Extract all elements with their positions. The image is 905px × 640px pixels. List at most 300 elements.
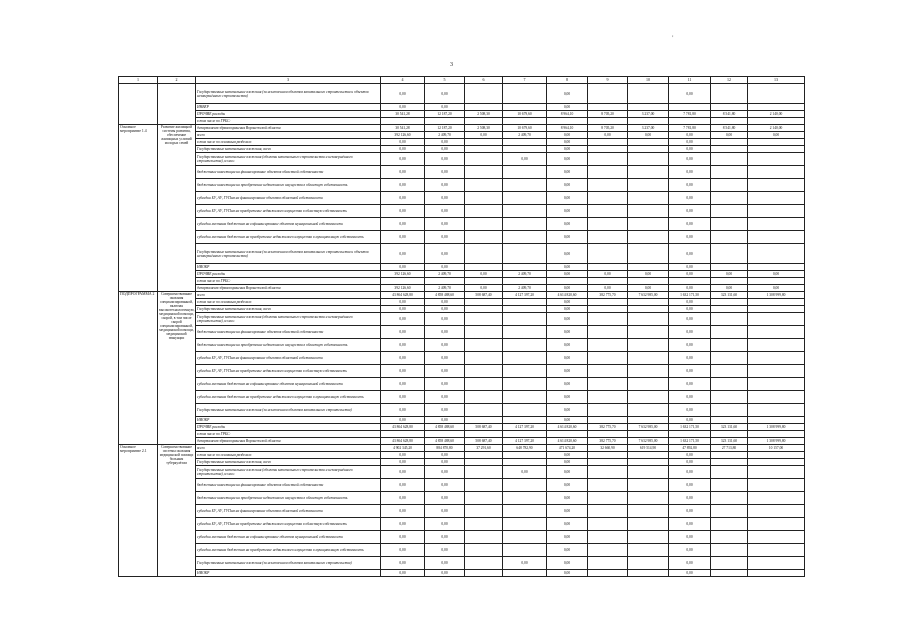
value-cell: 47 892,80 <box>669 445 711 452</box>
value-cell: 7 781,80 <box>669 125 711 132</box>
program-code: Основное мероприятие 1.4 <box>119 125 158 292</box>
value-cell <box>628 352 669 365</box>
value-cell: 382 775,70 <box>588 438 628 445</box>
value-cell <box>503 544 547 557</box>
value-cell <box>588 459 628 466</box>
value-cell: 0,00 <box>547 231 588 244</box>
row-label: Государственные капитальные вложения (за исключением объектов капитального строительства) <box>196 404 381 417</box>
row-label: субсидии БУ, АУ, ГУПам на приобретение недвижимого имущества в областную собственность <box>196 518 381 531</box>
row-label: Государственные капитальные вложения (за исключением объектов капитального строительства и объектов незавершённого строительства) <box>196 84 381 104</box>
table-row <box>119 271 805 278</box>
value-cell: 0,00 <box>425 264 465 271</box>
value-cell: 884 870,80 <box>425 445 465 452</box>
value-cell: 0,00 <box>547 518 588 531</box>
value-cell <box>588 417 628 424</box>
value-cell <box>748 570 805 577</box>
value-cell <box>465 146 503 153</box>
table-row <box>119 306 805 313</box>
table-row <box>119 192 805 205</box>
value-cell <box>628 218 669 231</box>
value-cell <box>503 479 547 492</box>
value-cell <box>628 518 669 531</box>
value-cell: 0,00 <box>547 378 588 391</box>
value-cell <box>748 417 805 424</box>
row-label: субсидии местным бюджетам на приобретение недвижимого имущества в муниципальную собственность <box>196 544 381 557</box>
value-cell: 382 775,70 <box>588 292 628 299</box>
value-cell: 0,00 <box>547 466 588 479</box>
budget-table <box>118 76 805 577</box>
value-cell <box>711 557 748 570</box>
value-cell: 0,00 <box>425 459 465 466</box>
value-cell: 0,00 <box>503 557 547 570</box>
value-cell <box>503 391 547 404</box>
value-cell <box>748 146 805 153</box>
row-label: Государственные капитальные вложения (за исключением объектов капитального строительства) <box>196 557 381 570</box>
value-cell <box>588 378 628 391</box>
value-cell <box>628 570 669 577</box>
value-cell: 8 541,80 <box>711 111 748 118</box>
program-name: Развитие жилищной системы развития, обеспечение жилищных условий молодых семей <box>158 125 196 292</box>
value-cell: 0,00 <box>547 531 588 544</box>
value-cell <box>465 352 503 365</box>
table-row <box>119 492 805 505</box>
value-cell <box>748 352 805 365</box>
value-cell <box>628 466 669 479</box>
value-cell <box>628 531 669 544</box>
value-cell: 0,00 <box>669 264 711 271</box>
value-cell <box>628 452 669 459</box>
value-cell: 0,00 <box>425 505 465 518</box>
program-name: Совершенствование оказания специализированной, включая высокотехнологичную, медицинской помощи, скорой, в том числе скорой специализированной, медицинской помощи, медицинской эвакуации <box>158 292 196 445</box>
value-cell <box>588 466 628 479</box>
table-body <box>119 77 805 577</box>
value-cell: 0,00 <box>547 313 588 326</box>
value-cell: 0,00 <box>381 404 425 417</box>
value-cell <box>748 218 805 231</box>
value-cell: 27 713,80 <box>711 445 748 452</box>
value-cell <box>503 205 547 218</box>
value-cell <box>465 278 503 285</box>
value-cell <box>465 404 503 417</box>
value-cell <box>628 557 669 570</box>
value-cell: 382 775,70 <box>588 424 628 431</box>
value-cell: 0,00 <box>381 557 425 570</box>
row-label: субсидии БУ, АУ, ГУПам на финансирование объектов областной собственности <box>196 352 381 365</box>
value-cell: 392 126,60 <box>381 285 425 292</box>
value-cell <box>711 278 748 285</box>
value-cell: 0,00 <box>547 299 588 306</box>
value-cell <box>628 104 669 111</box>
value-cell: 0,00 <box>381 452 425 459</box>
value-cell <box>503 231 547 244</box>
corner-mark: , <box>672 32 674 38</box>
value-cell: 0,00 <box>425 531 465 544</box>
value-cell: 0,00 <box>425 218 465 231</box>
value-cell <box>711 452 748 459</box>
value-cell <box>503 192 547 205</box>
value-cell <box>748 313 805 326</box>
value-cell <box>748 505 805 518</box>
value-cell: 0,00 <box>628 271 669 278</box>
value-cell <box>465 544 503 557</box>
value-cell <box>503 118 547 125</box>
value-cell <box>748 326 805 339</box>
value-cell <box>711 104 748 111</box>
value-cell <box>503 299 547 306</box>
row-label: всего <box>196 132 381 139</box>
row-label: в том числе по ГРБС: <box>196 278 381 285</box>
table-row <box>119 166 805 179</box>
value-cell: 0,00 <box>669 459 711 466</box>
value-cell <box>547 118 588 125</box>
value-cell: 0,00 <box>547 192 588 205</box>
value-cell: 323 131,60 <box>711 438 748 445</box>
value-cell: 1 308 999,80 <box>748 292 805 299</box>
value-cell <box>628 431 669 438</box>
row-label: субсидии БУ, АУ, ГУПам на приобретение недвижимого имущества в областную собственность <box>196 365 381 378</box>
value-cell: 0,00 <box>669 146 711 153</box>
value-cell <box>748 378 805 391</box>
value-cell: 32 660,90 <box>588 445 628 452</box>
value-cell <box>628 299 669 306</box>
row-label: Государственные капитальные вложения (объекты капитального строительства и незавершённого строительства), из них: <box>196 153 381 166</box>
value-cell <box>711 326 748 339</box>
value-cell: 0,00 <box>669 218 711 231</box>
table-row <box>119 218 805 231</box>
value-cell: 0,00 <box>711 132 748 139</box>
value-cell <box>503 531 547 544</box>
program-name <box>158 84 196 125</box>
row-label: бюджетные инвестиции на приобретение недвижимого имущества в областную собственность <box>196 339 381 352</box>
value-cell: 0,00 <box>669 205 711 218</box>
value-cell <box>588 557 628 570</box>
value-cell: 0,00 <box>465 132 503 139</box>
row-label: субсидии местным бюджетам на софинансирование объектов муниципальной собственности <box>196 378 381 391</box>
value-cell: 0,00 <box>669 192 711 205</box>
value-cell <box>465 192 503 205</box>
value-cell: 4 858 488,60 <box>425 292 465 299</box>
value-cell <box>628 84 669 104</box>
header-cell: 10 <box>628 77 669 84</box>
value-cell: 0,00 <box>381 306 425 313</box>
value-cell: 0,00 <box>669 557 711 570</box>
value-cell <box>588 153 628 166</box>
value-cell <box>588 264 628 271</box>
value-cell: 0,00 <box>588 271 628 278</box>
value-cell <box>588 492 628 505</box>
value-cell <box>628 391 669 404</box>
header-cell: 3 <box>196 77 381 84</box>
value-cell: 0,00 <box>669 271 711 278</box>
value-cell: 43 864 628,80 <box>381 424 425 431</box>
row-label: субсидии местным бюджетам на приобретение недвижимого имущества в муниципальную собственность <box>196 231 381 244</box>
value-cell: 0,00 <box>547 570 588 577</box>
value-cell: 0,00 <box>425 192 465 205</box>
value-cell <box>711 378 748 391</box>
value-cell <box>503 139 547 146</box>
header-cell: 8 <box>547 77 588 84</box>
value-cell: 0,00 <box>669 531 711 544</box>
value-cell: 392 126,60 <box>381 132 425 139</box>
value-cell <box>628 278 669 285</box>
value-cell: 0,00 <box>669 505 711 518</box>
value-cell <box>588 479 628 492</box>
table-row <box>119 146 805 153</box>
value-cell: 323 131,60 <box>711 424 748 431</box>
value-cell <box>465 104 503 111</box>
value-cell: 471 674,20 <box>547 445 588 452</box>
value-cell <box>748 153 805 166</box>
value-cell <box>465 179 503 192</box>
row-label: НИОКР <box>196 417 381 424</box>
value-cell: 0,00 <box>547 179 588 192</box>
value-cell: 0,00 <box>425 570 465 577</box>
value-cell: 0,00 <box>669 285 711 292</box>
row-label: ПРОЧИЕ расходы <box>196 424 381 431</box>
value-cell <box>503 570 547 577</box>
header-cell: 7 <box>503 77 547 84</box>
value-cell <box>503 264 547 271</box>
table-row <box>119 278 805 285</box>
value-cell: 508 687,40 <box>465 292 503 299</box>
value-cell: 0,00 <box>425 205 465 218</box>
value-cell <box>425 118 465 125</box>
value-cell: 0,00 <box>748 285 805 292</box>
value-cell: 0,00 <box>425 378 465 391</box>
value-cell <box>748 139 805 146</box>
value-cell: 0,00 <box>669 352 711 365</box>
value-cell <box>711 479 748 492</box>
value-cell: 0,00 <box>381 459 425 466</box>
value-cell: 7 781,80 <box>669 111 711 118</box>
value-cell: 1 308 999,80 <box>748 424 805 431</box>
value-cell <box>711 313 748 326</box>
value-cell <box>711 205 748 218</box>
table-row <box>119 452 805 459</box>
header-cell: 2 <box>158 77 196 84</box>
value-cell: 0,00 <box>425 404 465 417</box>
value-cell: 0,00 <box>425 299 465 306</box>
value-cell: 0,00 <box>547 557 588 570</box>
value-cell <box>588 118 628 125</box>
value-cell <box>465 466 503 479</box>
value-cell: 2 140,00 <box>748 125 805 132</box>
value-cell: 0,00 <box>547 146 588 153</box>
value-cell: 0,00 <box>547 391 588 404</box>
value-cell <box>748 544 805 557</box>
value-cell <box>711 391 748 404</box>
value-cell <box>503 431 547 438</box>
value-cell: 0,00 <box>547 285 588 292</box>
value-cell: 0,00 <box>547 139 588 146</box>
value-cell: 0,00 <box>425 179 465 192</box>
value-cell: 0,00 <box>425 326 465 339</box>
value-cell <box>465 431 503 438</box>
value-cell: 0,00 <box>425 518 465 531</box>
value-cell: 0,00 <box>381 531 425 544</box>
value-cell <box>588 391 628 404</box>
value-cell <box>628 139 669 146</box>
value-cell <box>503 459 547 466</box>
value-cell <box>588 299 628 306</box>
value-cell <box>628 313 669 326</box>
row-label: ИНВЕР <box>196 104 381 111</box>
value-cell: 0,00 <box>381 192 425 205</box>
value-cell <box>588 313 628 326</box>
value-cell: 2 508,30 <box>465 125 503 132</box>
value-cell: 0,00 <box>669 84 711 104</box>
table-row <box>119 313 805 326</box>
value-cell <box>547 278 588 285</box>
row-label: субсидии БУ, АУ, ГУПам на приобретение недвижимого имущества в областную собственность <box>196 205 381 218</box>
value-cell <box>711 339 748 352</box>
value-cell <box>503 352 547 365</box>
value-cell: 0,00 <box>547 218 588 231</box>
value-cell <box>748 531 805 544</box>
value-cell: 0,00 <box>425 139 465 146</box>
value-cell: 0,00 <box>547 352 588 365</box>
value-cell: 0,00 <box>425 339 465 352</box>
value-cell: 0,00 <box>425 352 465 365</box>
value-cell: 0,00 <box>669 166 711 179</box>
value-cell: 43 864 628,80 <box>381 292 425 299</box>
value-cell: 0,00 <box>547 404 588 417</box>
value-cell: 3 237,00 <box>628 125 669 132</box>
value-cell: 0,00 <box>547 417 588 424</box>
table-row <box>119 570 805 577</box>
value-cell: 0,00 <box>381 417 425 424</box>
value-cell: 0,00 <box>748 271 805 278</box>
value-cell: 0,00 <box>547 104 588 111</box>
table-row <box>119 118 805 125</box>
value-cell: 0,00 <box>425 466 465 479</box>
table-row <box>119 285 805 292</box>
row-label: субсидии местным бюджетам на софинансирование объектов муниципальной собственности <box>196 531 381 544</box>
value-cell <box>588 431 628 438</box>
row-label: департамент здравоохранения Воронежской области <box>196 125 381 132</box>
value-cell: 392 126,60 <box>381 271 425 278</box>
value-cell: 0,00 <box>425 313 465 326</box>
table-row <box>119 424 805 431</box>
value-cell <box>588 218 628 231</box>
row-label: в том числе по ГРБС: <box>196 431 381 438</box>
value-cell <box>425 278 465 285</box>
table-row <box>119 132 805 139</box>
value-cell <box>588 326 628 339</box>
value-cell <box>503 339 547 352</box>
value-cell: 0,00 <box>381 264 425 271</box>
value-cell: 0,00 <box>669 132 711 139</box>
value-cell <box>588 352 628 365</box>
value-cell <box>628 205 669 218</box>
value-cell <box>465 505 503 518</box>
table-row <box>119 544 805 557</box>
table-row <box>119 231 805 244</box>
value-cell: 0,00 <box>669 518 711 531</box>
row-label: Государственные капитальные вложения (объекты капитального строительства и незавершённого строительства), из них: <box>196 313 381 326</box>
value-cell <box>547 431 588 438</box>
value-cell: 2 140,00 <box>748 111 805 118</box>
table-row <box>119 264 805 271</box>
table-row <box>119 179 805 192</box>
value-cell <box>748 479 805 492</box>
value-cell <box>748 179 805 192</box>
row-label: субсидии БУ, АУ, ГУПам на финансирование объектов областной собственности <box>196 505 381 518</box>
value-cell <box>748 492 805 505</box>
value-cell: 0,00 <box>503 466 547 479</box>
table-row <box>119 466 805 479</box>
value-cell <box>588 452 628 459</box>
value-cell <box>465 306 503 313</box>
value-cell: 0,00 <box>547 479 588 492</box>
value-cell: 0,00 <box>669 139 711 146</box>
value-cell <box>588 306 628 313</box>
header-cell: 11 <box>669 77 711 84</box>
value-cell: 0,00 <box>425 544 465 557</box>
value-cell: 508 687,40 <box>465 424 503 431</box>
table-row <box>119 404 805 417</box>
value-cell: 4 858 488,60 <box>425 438 465 445</box>
value-cell <box>588 84 628 104</box>
value-cell: 0,00 <box>669 570 711 577</box>
value-cell: 0,00 <box>425 244 465 264</box>
value-cell: 0,00 <box>425 84 465 104</box>
value-cell <box>628 118 669 125</box>
value-cell <box>381 118 425 125</box>
value-cell <box>588 544 628 557</box>
value-cell <box>711 218 748 231</box>
value-cell: 0,00 <box>425 104 465 111</box>
value-cell: 0,00 <box>381 153 425 166</box>
value-cell <box>711 431 748 438</box>
value-cell <box>465 118 503 125</box>
table-row <box>119 505 805 518</box>
value-cell <box>748 431 805 438</box>
value-cell: 0,00 <box>588 132 628 139</box>
value-cell <box>503 365 547 378</box>
value-cell <box>588 166 628 179</box>
row-label: бюджетные инвестиции на финансирование объектов областной собственности <box>196 166 381 179</box>
value-cell <box>748 452 805 459</box>
value-cell <box>465 452 503 459</box>
value-cell <box>711 179 748 192</box>
program-code: Основное мероприятие 2.1 <box>119 445 158 577</box>
value-cell: 0,00 <box>669 244 711 264</box>
value-cell <box>748 339 805 352</box>
value-cell <box>588 231 628 244</box>
table-row <box>119 445 805 452</box>
value-cell <box>711 231 748 244</box>
value-cell: 30 541,28 <box>381 125 425 132</box>
value-cell: 0,00 <box>669 299 711 306</box>
value-cell <box>628 505 669 518</box>
value-cell: 0,00 <box>381 166 425 179</box>
value-cell: 0,00 <box>669 326 711 339</box>
value-cell <box>465 378 503 391</box>
value-cell <box>503 166 547 179</box>
value-cell <box>503 218 547 231</box>
value-cell <box>465 365 503 378</box>
row-label: НИОКР <box>196 264 381 271</box>
value-cell: 0,00 <box>547 264 588 271</box>
value-cell <box>711 118 748 125</box>
value-cell <box>503 518 547 531</box>
value-cell: 0,00 <box>547 326 588 339</box>
value-cell: 0,00 <box>381 505 425 518</box>
value-cell: 0,00 <box>547 492 588 505</box>
value-cell <box>748 231 805 244</box>
value-cell <box>628 244 669 264</box>
